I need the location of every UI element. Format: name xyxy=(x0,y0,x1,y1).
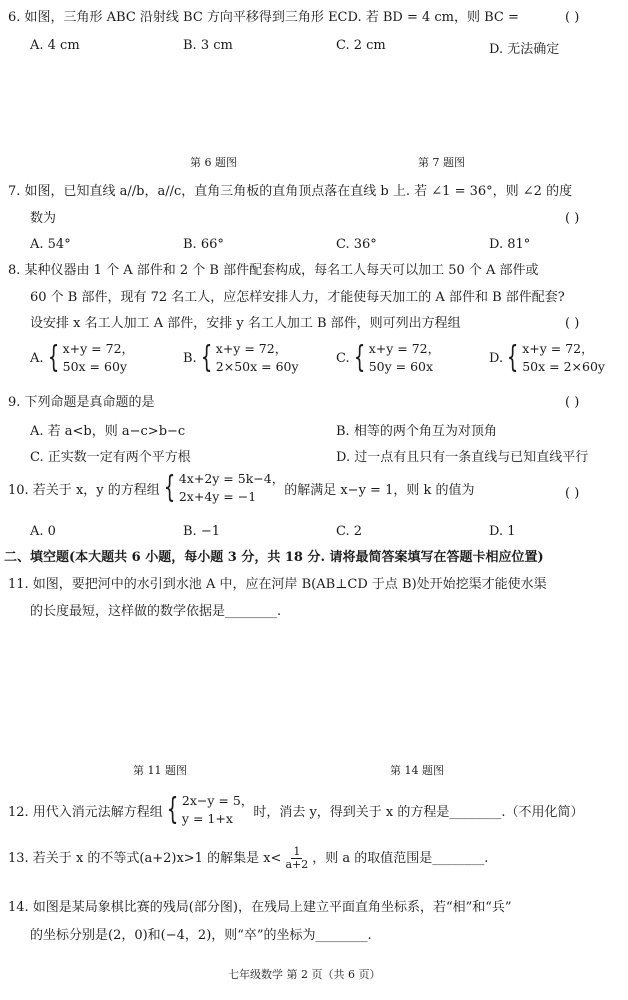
page-footer: 七年级数学 第 2 页（共 6 页） xyxy=(228,968,381,981)
brace-icon: { xyxy=(47,340,59,376)
q8-option-d-eq1: x+y = 72， xyxy=(522,341,594,356)
brace-icon: { xyxy=(200,340,212,376)
q12-stem xyxy=(8,792,584,828)
q8-line2: 60 个 B 部件，现有 72 名工人，应怎样安排人力，才能使每天加工的 A 部件和 B 部件配套? xyxy=(30,290,565,305)
q8-option-b xyxy=(183,340,299,376)
q9-option-d: D. 过一点有且只有一条直线与已知直线平行 xyxy=(336,450,589,465)
q7-stem-line2: 数为 xyxy=(30,211,57,226)
q8-option-a-eq2: 50x = 60y xyxy=(62,359,127,375)
brace-icon: { xyxy=(163,470,176,506)
q10-option-c: C. 2 xyxy=(336,524,363,539)
q8-answer-paren: ( ) xyxy=(565,316,580,331)
q10-answer-paren: ( ) xyxy=(565,486,580,501)
q8-option-c xyxy=(336,340,440,376)
q6-option-b: B. 3 cm xyxy=(183,38,233,53)
q8-option-a-label: A. xyxy=(30,350,44,366)
q9-answer-paren: ( ) xyxy=(565,395,580,410)
q8-option-a xyxy=(30,340,134,376)
q9-option-a: A. 若 a<b，则 a−c>b−c xyxy=(30,424,186,439)
q10-stem xyxy=(8,470,475,506)
q8-line1: 8. 某种仪器由 1 个 A 部件和 2 个 B 部件配套构成，每名工人每天可以加工 50 个 A 部件或 xyxy=(8,263,539,278)
q10-eq1: 4x+2y = 5k−4， xyxy=(178,471,285,486)
fig14-caption: 第 14 题图 xyxy=(390,764,444,777)
q8-option-c-eq1: x+y = 72， xyxy=(368,341,441,356)
q6-stem: 6. 如图，三角形 ABC 沿射线 BC 方向平移得到三角形 ECD. 若 BD = 4 cm，则 BC = xyxy=(8,10,519,25)
q12-prefix: 12. 用代入消元法解方程组 xyxy=(8,804,163,820)
q13-prefix: 13. 若关于 x 的不等式(a+2)x>1 的解集是 x< xyxy=(8,850,282,866)
q9-option-b: B. 相等的两个角互为对顶角 xyxy=(336,424,497,439)
q8-option-d xyxy=(489,340,605,376)
q8-option-b-eq2: 2×50x = 60y xyxy=(215,359,299,375)
fig7-caption: 第 7 题图 xyxy=(418,156,465,169)
q7-answer-paren: ( ) xyxy=(565,211,580,226)
q13-suffix: ，则 a 的取值范围是________. xyxy=(312,850,489,866)
q9-stem: 9. 下列命题是真命题的是 xyxy=(8,395,155,410)
brace-icon: { xyxy=(166,792,179,828)
q7-option-d: D. 81° xyxy=(489,237,531,252)
section-heading-fill-blank: 二、填空题(本大题共 6 小题，每小题 3 分，共 18 分. 请将最简答案填写在答题卡相应位置) xyxy=(4,550,544,565)
q8-line3: 设安排 x 名工人加工 A 部件，安排 y 名工人加工 B 部件，则可列出方程组 xyxy=(30,316,461,331)
q6-answer-paren: ( ) xyxy=(565,10,580,25)
q8-option-d-label: D. xyxy=(489,350,504,366)
q10-suffix: 的解满足 x−y = 1，则 k 的值为 xyxy=(284,482,475,498)
brace-icon: { xyxy=(353,340,365,376)
fig6-caption: 第 6 题图 xyxy=(190,156,237,169)
q9-option-c: C. 正实数一定有两个平方根 xyxy=(30,450,191,465)
q7-option-c: C. 36° xyxy=(336,237,377,252)
q7-stem-line1: 7. 如图，已知直线 a//b，a//c，直角三角板的直角顶点落在直线 b 上. 若 ∠1 = 36°，则 ∠2 的度 xyxy=(8,184,573,199)
q14-line2: 的坐标分别是(2，0)和(−4，2)，则“卒”的坐标为________. xyxy=(30,928,372,943)
q7-option-b: B. 66° xyxy=(183,237,224,252)
q10-option-a: A. 0 xyxy=(30,524,56,539)
q8-option-a-eq1: x+y = 72， xyxy=(62,341,135,356)
q10-prefix: 10. 若关于 x，y 的方程组 xyxy=(8,482,160,498)
q13-fraction-denominator: a+2 xyxy=(285,858,309,872)
q8-option-c-eq2: 50y = 60x xyxy=(368,359,434,375)
q12-eq1: 2x−y = 5， xyxy=(181,793,254,808)
q6-option-d: D. 无法确定 xyxy=(489,42,560,57)
q11-line1: 11. 如图，要把河中的水引到水池 A 中，应在河岸 B(AB⊥CD 于点 B)处开始挖渠才能使水渠 xyxy=(8,577,547,592)
q6-option-a: A. 4 cm xyxy=(30,38,80,53)
q13-fraction xyxy=(283,846,310,871)
q6-option-c: C. 2 cm xyxy=(336,38,386,53)
fig11-caption: 第 11 题图 xyxy=(133,764,187,777)
brace-icon: { xyxy=(506,340,519,376)
q7-option-a: A. 54° xyxy=(30,237,71,252)
q10-option-d: D. 1 xyxy=(489,524,516,539)
q8-option-d-eq2: 50x = 2×60y xyxy=(522,359,605,375)
q8-option-b-eq1: x+y = 72， xyxy=(215,341,288,356)
q14-line1: 14. 如图是某局象棋比赛的残局(部分图)，在残局上建立平面直角坐标系，若“相”和“兵” xyxy=(8,900,512,915)
q10-eq2: 2x+4y = −1 xyxy=(178,489,257,505)
q12-eq2: y = 1+x xyxy=(181,811,233,827)
q13-stem xyxy=(8,846,488,871)
q8-option-c-label: C. xyxy=(336,350,350,366)
q13-fraction-numerator: 1 xyxy=(293,845,301,858)
q12-suffix: 时，消去 y，得到关于 x 的方程是________.（不用化简） xyxy=(253,804,584,820)
q10-option-b: B. −1 xyxy=(183,524,220,539)
q11-line2: 的长度最短，这样做的数学依据是________. xyxy=(30,604,282,619)
q8-option-b-label: B. xyxy=(183,350,197,366)
